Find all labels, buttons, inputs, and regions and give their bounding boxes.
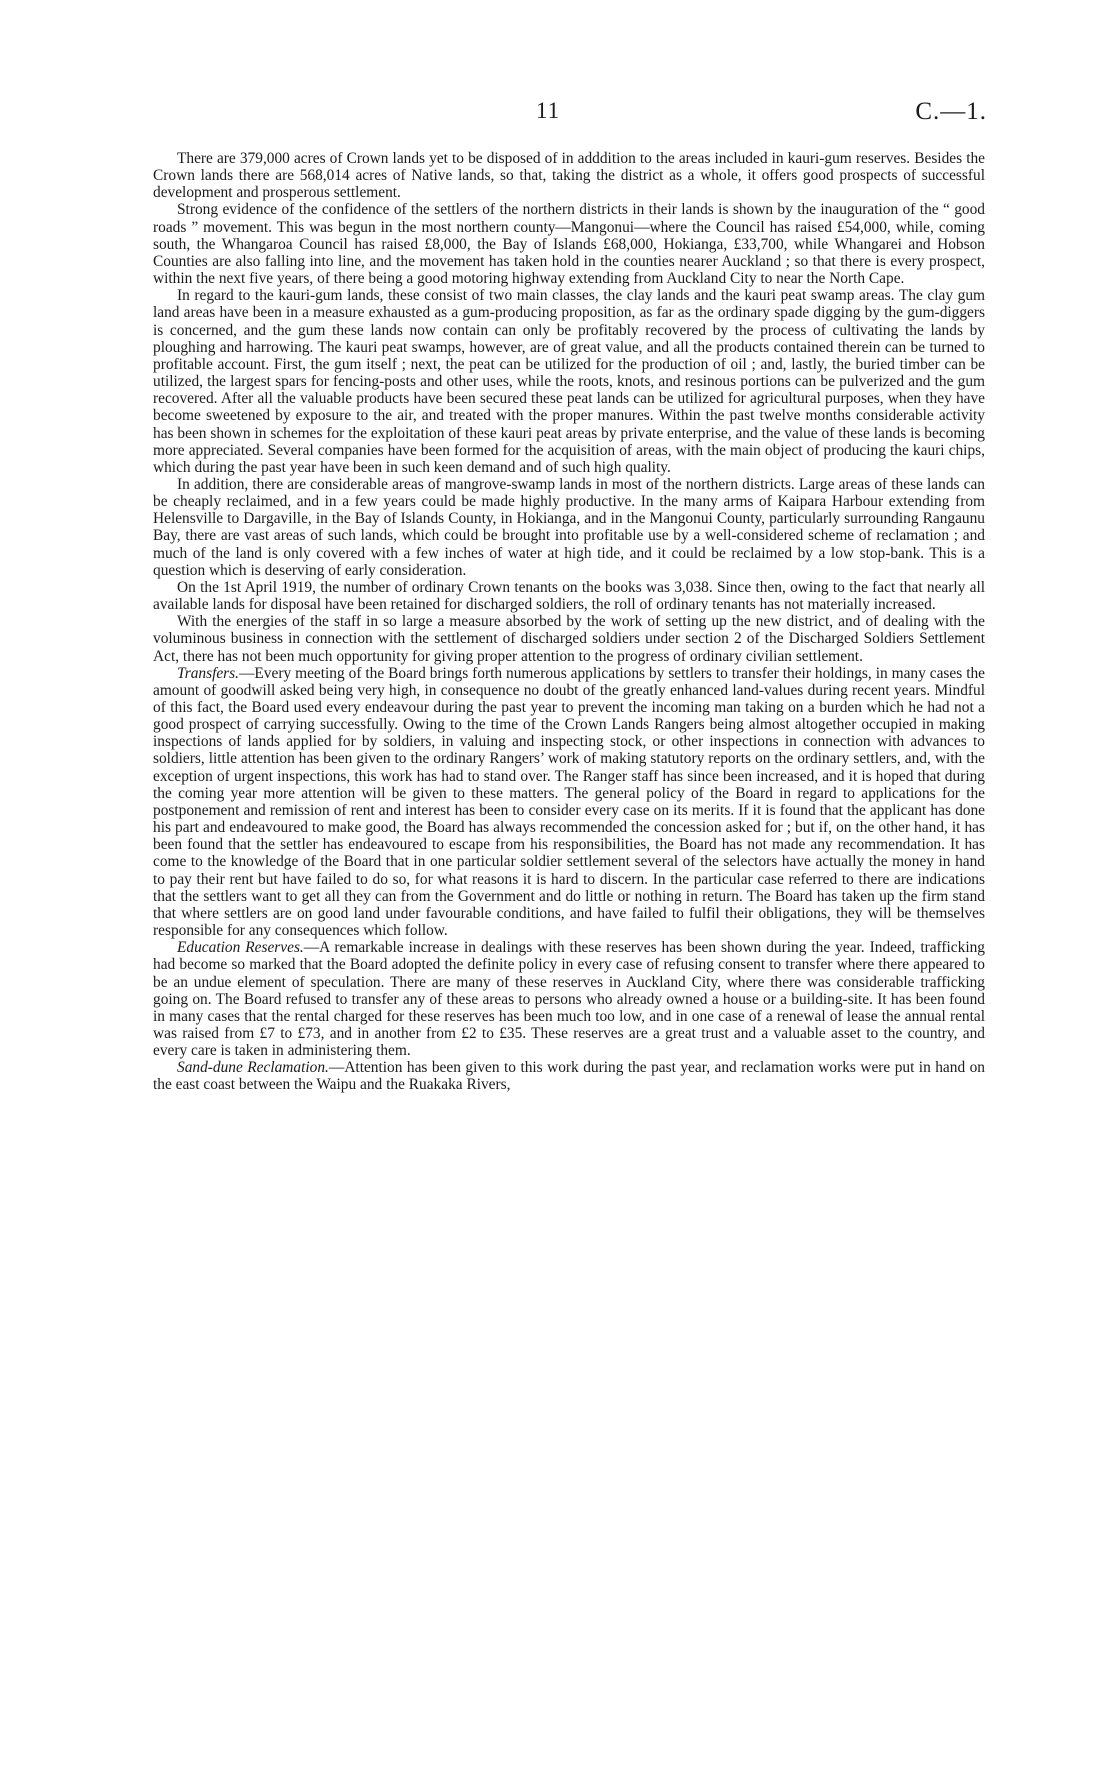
paragraph-staff-energies [153, 613, 985, 664]
paragraph-text: —A remarkable increase in dealings with these reserves has been shown during the year. Indeed, trafficking had become so marked that the Board adopted the definite policy in every case of refusing consent to transfer where there appeared to be an undue element of speculation. There are many of these reserves in Auckland City, where there was considerable trafficking going on. The Board refused to transfer any of these areas to persons who already owned a house or a building-site. It has been found in many cases that the rental charged for these reserves has been much too low, and in one case of a renewal of lease the annual rental was raised from £7 to £73, and in another from £2 to £35. These reserves are a great trust and a valuable asset to the country, and every care is taken in administering them. [153, 939, 985, 1060]
document-reference: C.—1. [915, 98, 987, 125]
section-heading: Transfers. [177, 664, 240, 682]
page-number: 11 [536, 98, 561, 123]
paragraph-text: —Attention has been given to this work during the past year, and reclamation works were put in hand on the east coast between the Waipu and the Ruakaka Rivers, [153, 1059, 985, 1094]
paragraph-text: There are 379,000 acres of Crown lands yet to be disposed of in adddition to the areas included in kauri-gum reserves. Besides the Crown lands there are 568,014 acres of Native lands, so that, taking the district as a whole, it offers good prospects of successful development and prosperous settlement. [153, 150, 985, 202]
paragraph-text: —Every meeting of the Board brings forth numerous applications by settlers to transfer their holdings, in many cases the amount of goodwill asked being very high, in consequence no doubt of the greatly enhanced land-values during recent years. Mindful of this fact, the Board used every endeavour during the past year to prevent the incoming man taking on a burden which he had not a good prospect of carrying successfully. Owing to the time of the Crown Lands Rangers being almost altogether occupied in making inspections of lands applied for by soldiers, in valuing and inspecting stock, or other inspections in connection with advances to soldiers, little attention has been given to the ordinary Rangers’ work of making statutory reports on the ordinary settlers, and, with the exception of urgent inspections, this work has had to stand over. The Ranger staff has since been increased, and it is hoped that during the coming year more attention will be given to these matters. The general policy of the Board in regard to applications for the postponement and remission of rent and interest has been to consider every case on its merits. If it is found that the applicant has done his part and endeavoured to make good, the Board has always recommended the concession asked for ; but if, on the other hand, it has been found that the settler has endeavoured to escape from his responsibilities, the Board has not made any recommendation. It has come to the knowledge of the Board that in one particular soldier settlement several of the selectors have actually the money in hand to pay their rent but have failed to do so, for what reasons it is hard to discern. In the particular case referred to there are indications that the settlers want to get all they can from the Government and do little or nothing in return. The Board has taken up the firm stand that where settlers are on good land under favourable conditions, and have failed to fulfil their obligations, they will be themselves responsible for any consequences which follow. [153, 664, 985, 940]
paragraph-text: Strong evidence of the confidence of the settlers of the northern districts in their lands is shown by the inauguration of the “ good roads ” movement. This was begun in the most northern county—Mangonui—where the Council has raised £54,000, while, coming south, the Whangaroa Council has raised £8,000, the Bay of Islands £68,000, Hokianga, £33,700, while Whangarei and Hobson Counties are also falling into line, and the movement has taken hold in the counties nearer Auckland ; so that there is every prospect, within the next five years, of there being a good motoring highway extending from Auckland City to near the North Cape. [153, 201, 985, 288]
paragraph-text: In addition, there are considerable areas of mangrove-swamp lands in most of the northern districts. Large areas of these lands can be cheaply reclaimed, and in a few years could be made highly productive. In the many arms of Kaipara Harbour extending from Helensville to Dargaville, in the Bay of Islands County, in Hokianga, and in the Mangonui County, particularly surrounding Rangaunu Bay, there are vast areas of such lands, which could be brought into profitable use by a well-considered scheme of reclamation ; and much of the land is only covered with a few inches of water at high tide, and it could be reclaimed by a low stop-bank. This is a question which is deserving of early consideration. [153, 475, 985, 579]
paragraph-good-roads [153, 201, 985, 287]
paragraph-text: In regard to the kauri-gum lands, these consist of two main classes, the clay lands and the kauri peat swamp areas. The clay gum land areas have been in a measure exhausted as a gum-producing proposition, as far as the ordinary spade digging by the gum-diggers is concerned, and the gum these lands now contain can only be profitably recovered by the process of cultivating the lands by ploughing and harrowing. The kauri peat swamps, however, are of great value, and all the products contained therein can be turned to profitable account. First, the gum itself ; next, the peat can be utilized for the production of oil ; and, lastly, the buried timber can be utilized, the largest spars for fencing-posts and other uses, while the roots, knots, and resinous portions can be pulverized and the gum recovered. After all the valuable products have been secured these peat lands can be utilized for agricultural purposes, when they have become sweetened by exposure to the air, and treated with the proper manures. Within the past twelve months considerable activity has been shown in schemes for the exploitation of these kauri peat areas by private enterprise, and the value of these lands is becoming more appreciated. Several companies have been formed for the acquisition of areas, with the main object of producing the kauri chips, which during the past year have been in such keen demand and of such high quality. [153, 287, 985, 476]
body-text [153, 150, 985, 1094]
section-heading: Sand-dune Reclamation. [177, 1059, 329, 1077]
paragraph-text: On the 1st April 1919, the number of ordinary Crown tenants on the books was 3,038. Since then, owing to the fact that nearly all available lands for disposal have been retained for discharged soldiers, the roll of ordinary tenants has not materially increased. [153, 578, 985, 614]
paragraph-transfers [153, 665, 985, 940]
section-heading: Education Reserves. [177, 939, 304, 957]
paragraph-crown-lands [153, 150, 985, 201]
paragraph-text: With the energies of the staff in so large a measure absorbed by the work of setting up the new district, and of dealing with the voluminous business in connection with the settlement of discharged soldiers under section 2 of the Discharged Soldiers Settlement Act, there has not been much opportunity for giving proper attention to the progress of ordinary civilian settlement. [153, 613, 985, 665]
paragraph-education-reserves [153, 939, 985, 1059]
paragraph-kauri-gum-lands [153, 287, 985, 476]
paragraph-mangrove-swamp [153, 476, 985, 579]
paragraph-crown-tenants [153, 579, 985, 613]
paragraph-sand-dune-reclamation [153, 1059, 985, 1093]
